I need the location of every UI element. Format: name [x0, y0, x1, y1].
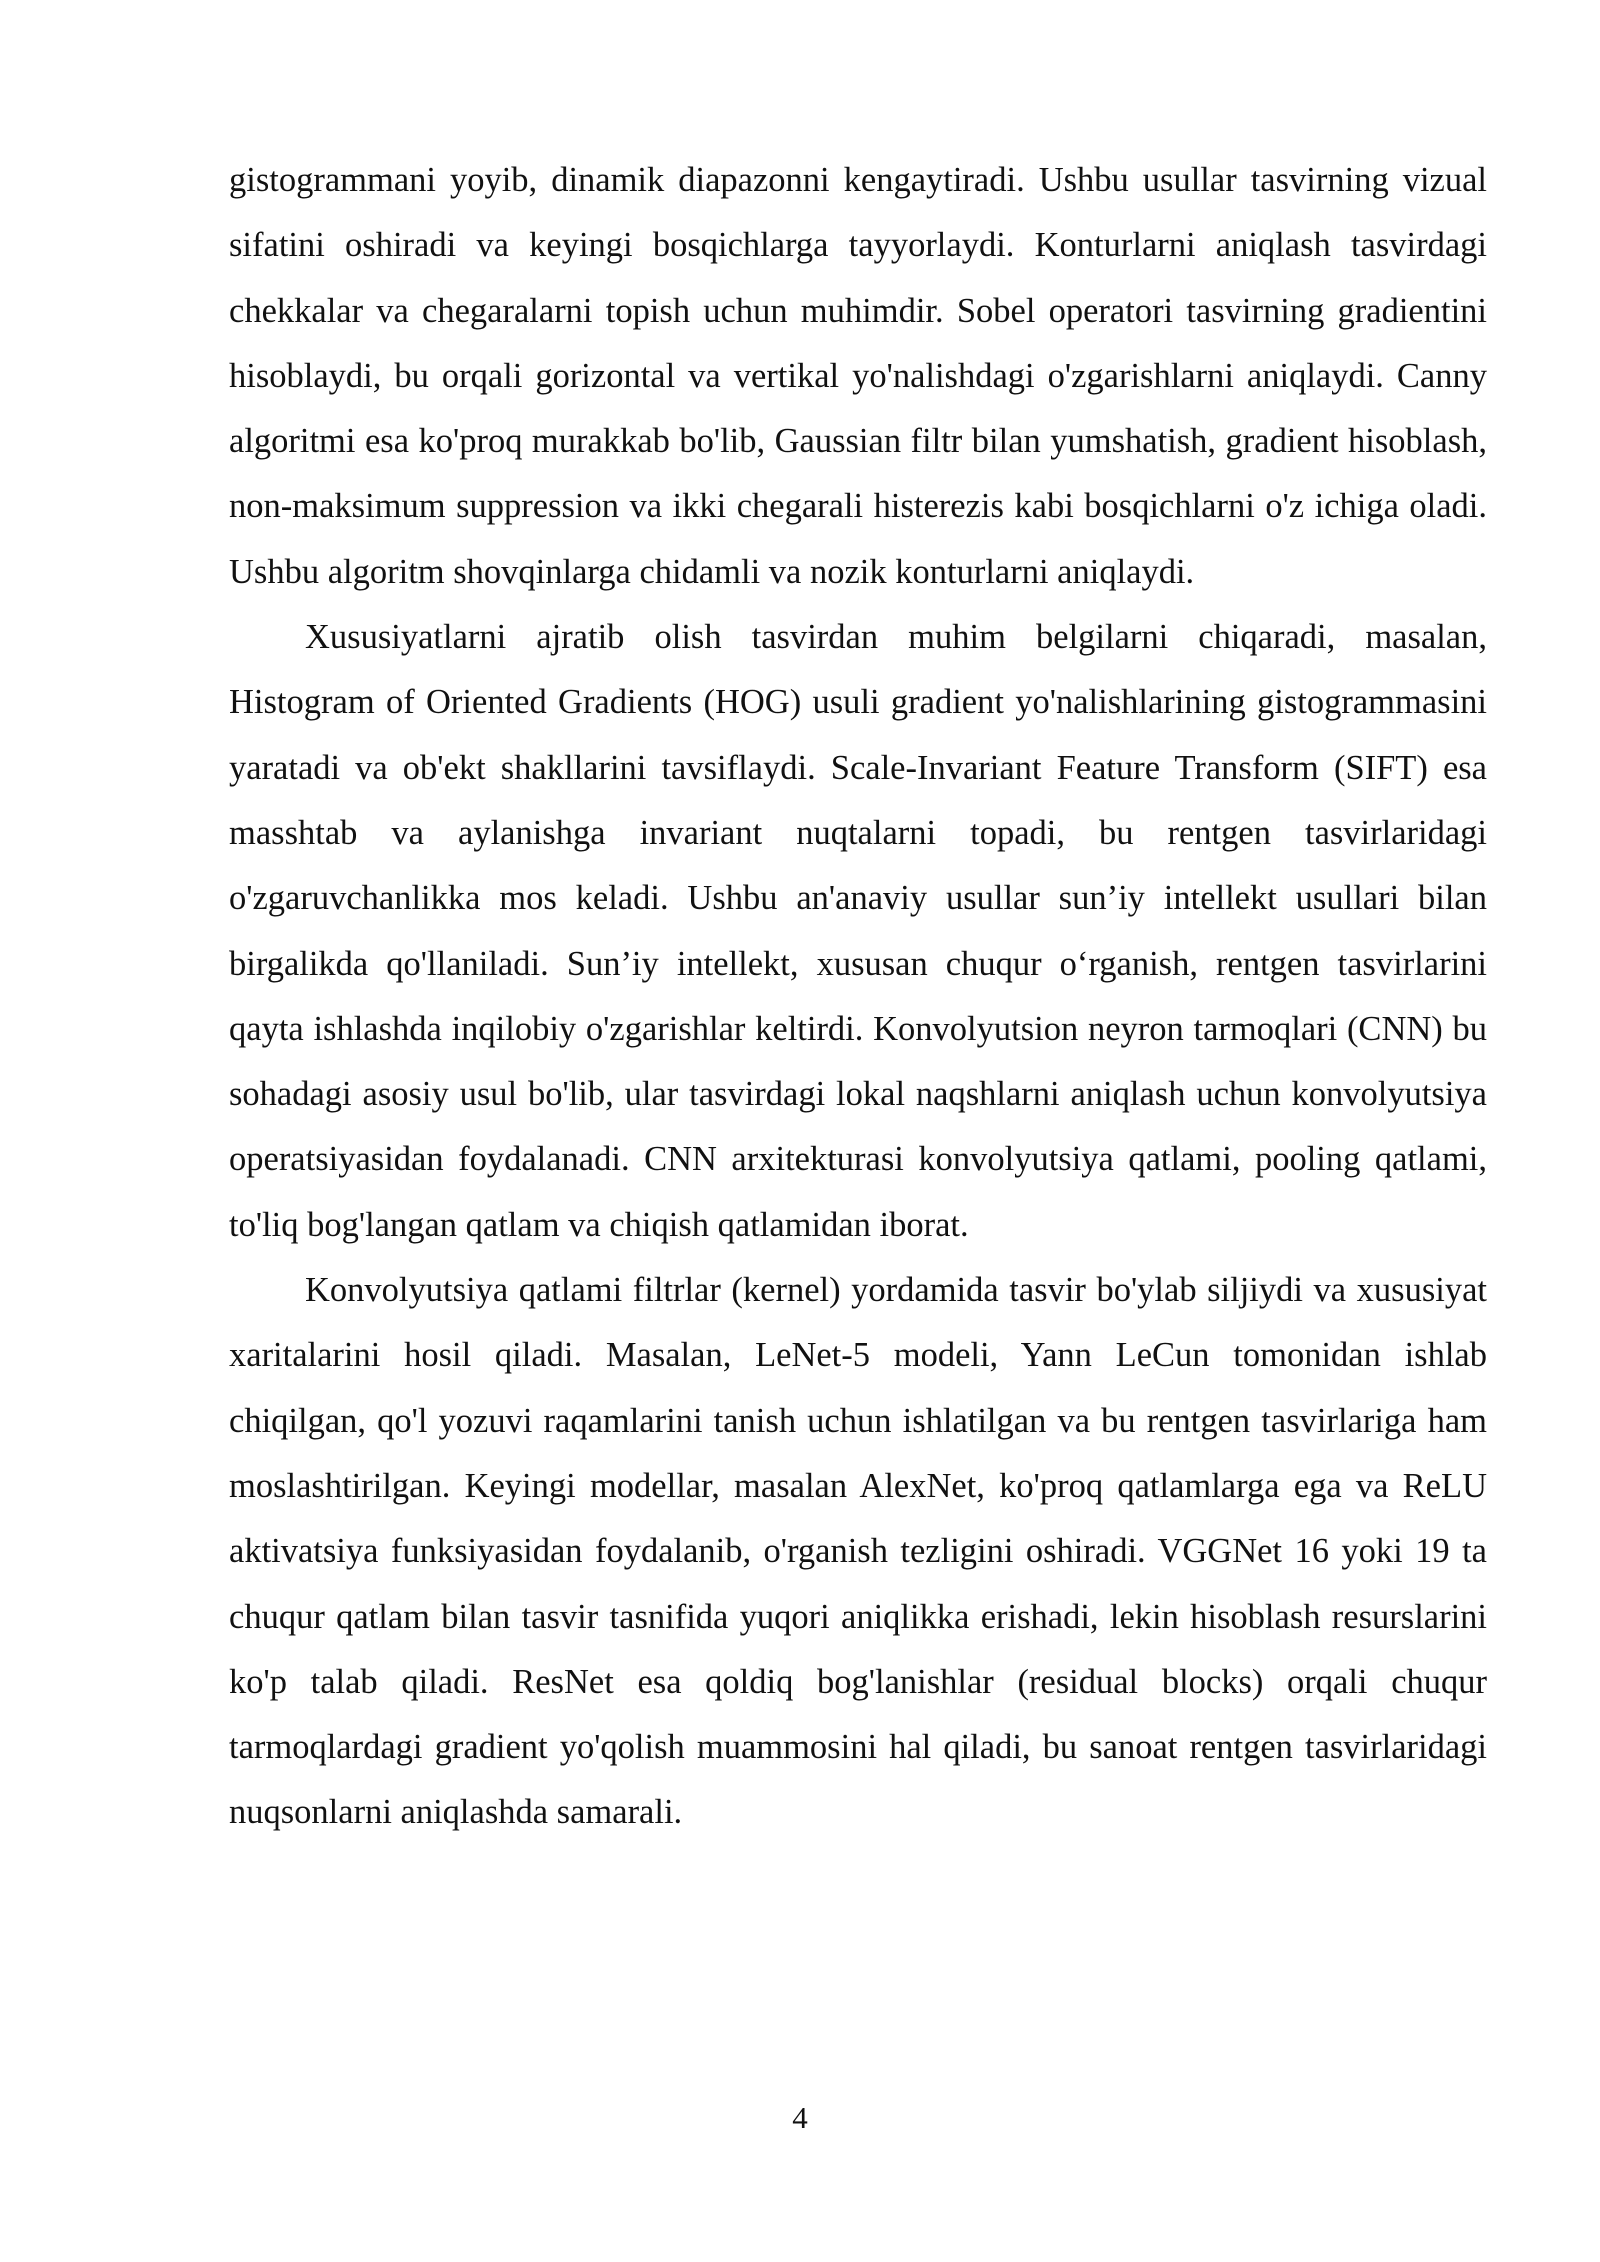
- body-text: [229, 148, 1487, 1846]
- paragraph-continuation: gistogrammani yoyib, dinamik diapazonni kengaytiradi. Ushbu usullar tasvirning vizual sifatini oshiradi va keyingi bosqichlarga tayyorlaydi. Konturlarni aniqlash tasvirdagi chekkalar va chegaralarni topish uchun muhimdir. Sobel operatori tasvirning gradientini hisoblaydi, bu orqali gorizontal va vertikal yo'nalishdagi o'zgarishlarni aniqlaydi. Canny algoritmi esa ko'proq murakkab bo'lib, Gaussian filtr bilan yumshatish, gradient hisoblash, non-maksimum suppression va ikki chegarali histerezis kabi bosqichlarni o'z ichiga oladi. Ushbu algoritm shovqinlarga chidamli va nozik konturlarni aniqlaydi.: [229, 161, 1487, 591]
- paragraph-feature-extraction: Xususiyatlarni ajratib olish tasvirdan muhim belgilarni chiqaradi, masalan, Histogram of Oriented Gradients (HOG) usuli gradient yo'nalishlarining gistogrammasini yaratadi va ob'ekt shakllarini tavsiflaydi. Scale-Invariant Feature Transform (SIFT) esa masshtab va aylanishga invariant nuqtalarni topadi, bu rentgen tasvirlaridagi o'zgaruvchanlikka mos keladi. Ushbu an'anaviy usullar sun’iy intellekt usullari bilan birgalikda qo'llaniladi. Sun’iy intellekt, xususan chuqur o‘rganish, rentgen tasvirlarini qayta ishlashda inqilobiy o'zgarishlar keltirdi. Konvolyutsion neyron tarmoqlari (CNN) bu sohadagi asosiy usul bo'lib, ular tasvirdagi lokal naqshlarni aniqlash uchun konvolyutsiya operatsiyasidan foydalanadi. CNN arxitekturasi konvolyutsiya qatlami, pooling qatlami, to'liq bog'langan qatlam va chiqish qatlamidan iborat.: [229, 618, 1487, 1244]
- paragraph-convolution-layer: Konvolyutsiya qatlami filtrlar (kernel) yordamida tasvir bo'ylab siljiydi va xususiyat xaritalarini hosil qiladi. Masalan, LeNet-5 modeli, Yann LeCun tomonidan ishlab chiqilgan, qo'l yozuvi raqamlarini tanish uchun ishlatilgan va bu rentgen tasvirlariga ham moslashtirilgan. Keyingi modellar, masalan AlexNet, ko'proq qatlamlarga ega va ReLU aktivatsiya funksiyasidan foydalanib, o'rganish tezligini oshiradi. VGGNet 16 yoki 19 ta chuqur qatlam bilan tasvir tasnifida yuqori aniqlikka erishadi, lekin hisoblash resurslarini ko'p talab qiladi. ResNet esa qoldiq bog'lanishlar (residual blocks) orqali chuqur tarmoqlardagi gradient yo'qolish muammosini hal qiladi, bu sanoat rentgen tasvirlaridagi nuqsonlarni aniqlashda samarali.: [229, 1271, 1487, 1832]
- page-number: 4: [792, 2100, 808, 2135]
